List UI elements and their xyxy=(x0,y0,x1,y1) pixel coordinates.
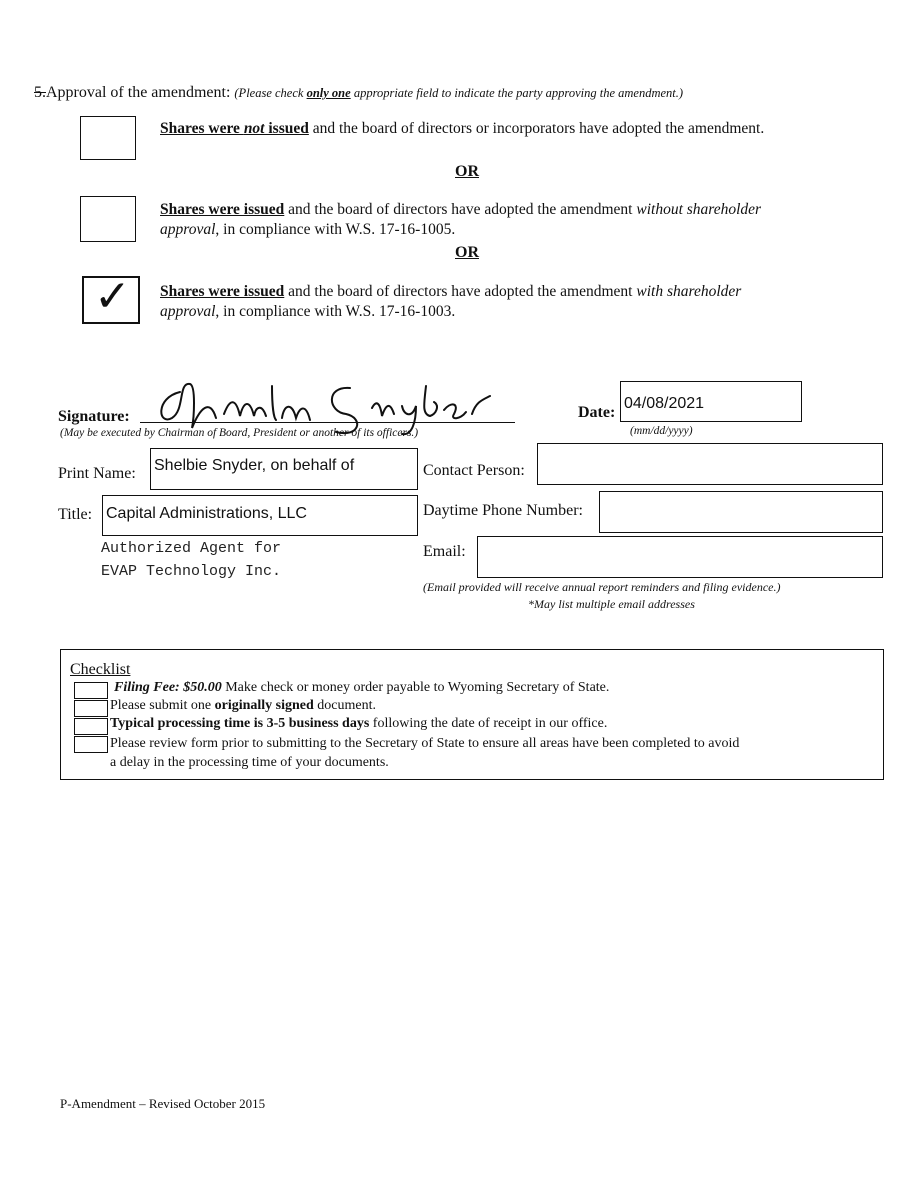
checklist-checkbox-4[interactable] xyxy=(74,736,108,753)
checklist-title: Checklist xyxy=(70,661,131,678)
signature-note: (May be executed by Chairman of Board, President or another of its officers.) xyxy=(60,427,419,439)
approval-instruction: (Please check only one appropriate field to indicate the party approving the amendment.) xyxy=(234,86,684,100)
title-value: Capital Administrations, LLC xyxy=(106,505,307,522)
approval-option-2-text: Shares were issued and the board of directors have adopted the amendment without shareholder approval, in compliance with W.S. 17-16-1005. xyxy=(160,201,762,238)
print-name-field[interactable] xyxy=(150,448,418,490)
print-name-value: Shelbie Snyder, on behalf of xyxy=(154,457,355,474)
email-multiple-note: *May list multiple email addresses xyxy=(528,597,695,611)
daytime-phone-field[interactable] xyxy=(599,491,883,533)
contact-person-field[interactable] xyxy=(537,443,883,485)
signature-label: Signature: xyxy=(58,408,130,425)
approval-label: Approval of the amendment: xyxy=(46,84,231,101)
checklist-item-3: Typical processing time is 3-5 business days following the date of receipt in our office. xyxy=(110,716,608,731)
approval-option-1-checkbox[interactable] xyxy=(80,116,136,160)
approval-option-1-text: Shares were not issued and the board of directors or incorporators have adopted the amendment. xyxy=(160,120,765,137)
email-field[interactable] xyxy=(477,536,883,578)
approval-option-2-checkbox[interactable] xyxy=(80,196,136,242)
approval-number: 5. xyxy=(34,84,46,101)
email-label: Email: xyxy=(423,543,466,560)
checklist-item-4: Please review form prior to submitting to the Secretary of State to ensure all areas have been completed to avoid a delay in the processing time of your documents. xyxy=(110,736,740,770)
or-separator-1: OR xyxy=(455,163,479,180)
print-name-label: Print Name: xyxy=(58,465,136,482)
approval-option-3-checkbox[interactable] xyxy=(82,272,140,324)
title-extra-text: Authorized Agent for EVAP Technology Inc. xyxy=(101,540,282,580)
date-format-hint: (mm/dd/yyyy) xyxy=(630,425,693,437)
approval-option-3-text: Shares were issued and the board of directors have adopted the amendment with shareholder approval, in compliance with W.S. 17-16-1003. xyxy=(160,283,742,320)
daytime-phone-label: Daytime Phone Number: xyxy=(423,502,583,519)
date-label: Date: xyxy=(578,404,616,421)
contact-person-label: Contact Person: xyxy=(423,462,525,479)
date-field[interactable] xyxy=(620,381,802,422)
checklist-checkbox-3[interactable] xyxy=(74,718,108,735)
checklist-checkbox-2[interactable] xyxy=(74,700,108,717)
checklist-item-1: Filing Fee: $50.00 Make check or money order payable to Wyoming Secretary of State. xyxy=(114,680,610,695)
email-note: (Email provided will receive annual report reminders and filing evidence.) xyxy=(423,580,781,594)
approval-heading xyxy=(34,84,683,102)
date-value: 04/08/2021 xyxy=(624,395,705,412)
title-label: Title: xyxy=(58,506,93,523)
footer-revision: P-Amendment – Revised October 2015 xyxy=(60,1096,266,1111)
or-separator-2: OR xyxy=(455,244,479,261)
title-field[interactable] xyxy=(102,495,418,536)
checkmark-icon: ✓ xyxy=(94,272,131,321)
checklist-checkbox-1[interactable] xyxy=(74,682,108,699)
checklist-item-2: Please submit one originally signed document. xyxy=(110,698,377,713)
